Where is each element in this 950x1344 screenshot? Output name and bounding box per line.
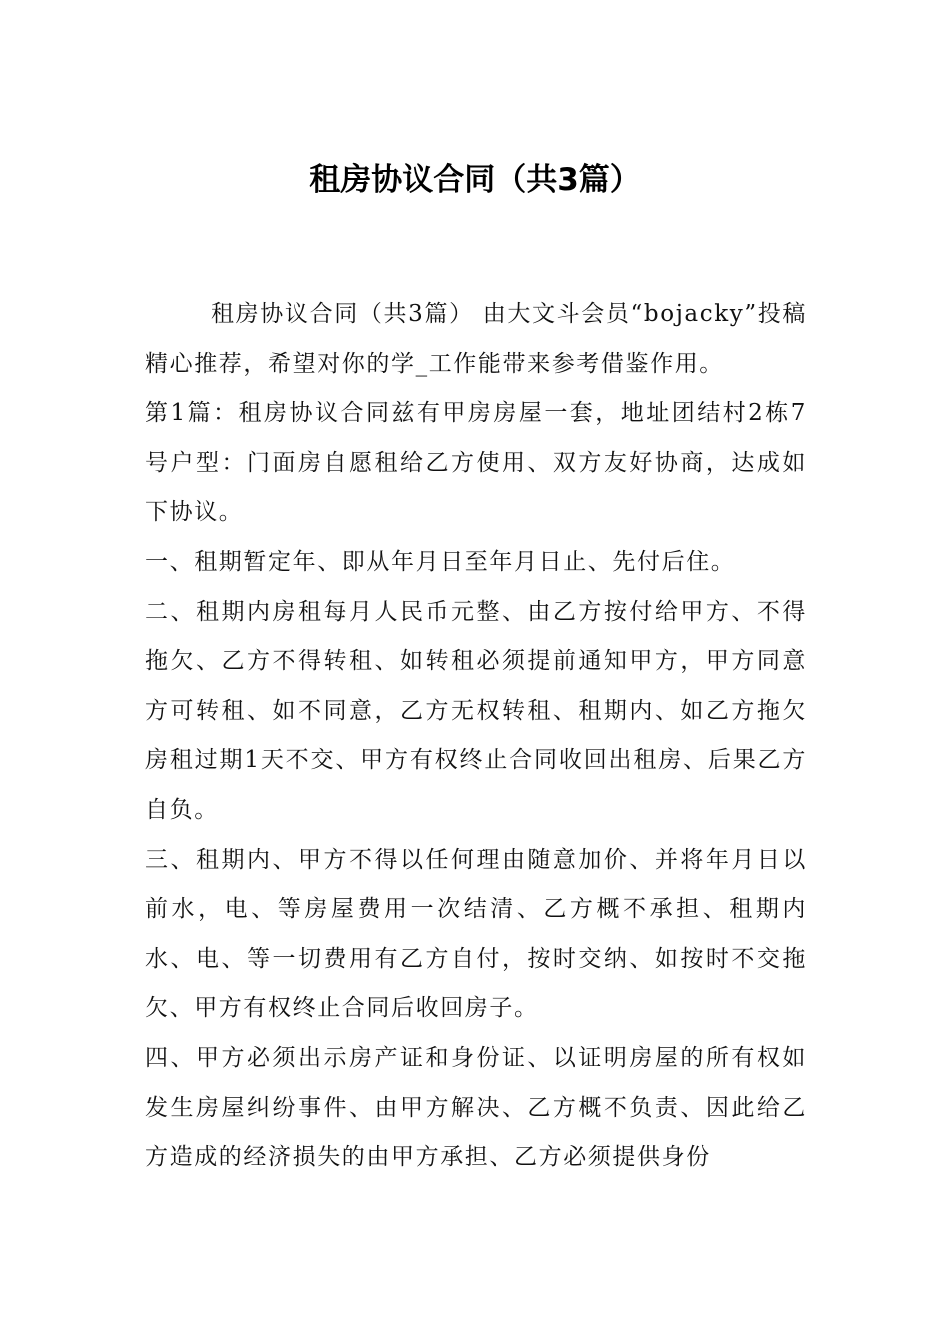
clause-four: 四、甲方必须出示房产证和身份证、以证明房屋的所有权如发生房屋纠纷事件、由甲方解决、乙方概不负责、因此给乙方造成的经济损失的由甲方承担、乙方必须提供身份: [145, 1044, 807, 1171]
clause-one: 一、租期暂定年、即从年月日至年月日止、先付后住。: [145, 548, 736, 575]
intro-paragraph: 租房协议合同（共3篇） 由大文斗会员“bojacky”投稿精心推荐，希望对你的学_工作能带来参考借鉴作用。: [145, 301, 807, 377]
document-body: [145, 290, 807, 1183]
clause-three: 三、租期内、甲方不得以任何理由随意加价、并将年月日以前水，电、等房屋费用一次结清、乙方概不承担、租期内水、电、等一切费用有乙方自付，按时交纳、如按时不交拖欠、甲方有权终止合同后收回房子。: [145, 846, 807, 1022]
document-title: 租房协议合同（共3篇）: [309, 162, 641, 198]
clause-two: 二、租期内房租每月人民币元整、由乙方按付给甲方、不得拖欠、乙方不得转租、如转租必须提前通知甲方，甲方同意方可转租、如不同意，乙方无权转租、租期内、如乙方拖欠房租过期1天不交、甲方有权终止合同收回出租房、后果乙方自负。: [145, 598, 807, 823]
paragraph-part1-header: 第1篇：租房协议合同兹有甲房房屋一套，地址团结村2栋7号户型：门面房自愿租给乙方使用、双方友好协商，达成如下协议。: [145, 400, 807, 526]
